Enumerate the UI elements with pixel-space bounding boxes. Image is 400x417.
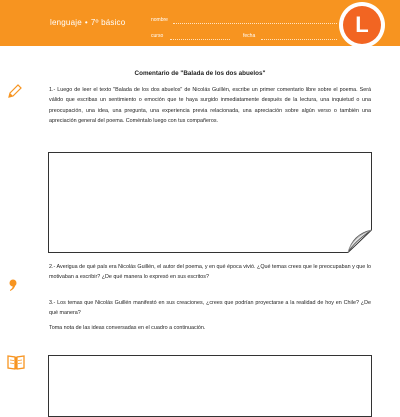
fecha-field[interactable] [261,39,337,40]
subject-grade-label [50,18,125,27]
answer-box-1[interactable] [48,152,372,253]
grade-text: 7º básico [90,18,126,27]
open-book-icon [6,353,26,371]
separator-dot: • [84,18,88,27]
instruction-4: Toma nota de las ideas conversadas en el cuadro a continuación. [49,325,206,331]
logo-letter: L [355,12,369,37]
fecha-label: fecha [243,33,256,39]
answer-box-2[interactable] [48,355,372,417]
nombre-field[interactable] [173,23,337,24]
instruction-2: 2.- Averigua de qué país era Nicolás Guillén, el autor del poema, y en qué época vivió. ¿Qué temas crees que le preocupaban y que lo motivaban a escribir? ¿De qué manera lo expresó en sus escritos? [49,264,371,281]
subject-logo [343,6,381,44]
nombre-label: nombre [151,17,168,23]
student-fields [143,6,340,44]
curso-label: curso [151,33,164,39]
instruction-3: 3.- Los temas que Nicolás Guillén manifestó en sus creaciones, ¿crees que podrían proyectarse a la realidad de hoy en Chile? ¿De qué manera? [49,300,371,317]
comma-icon [6,278,20,294]
page-title: Comentario de "Balada de los dos abuelos" [134,70,266,77]
pencil-icon [6,82,24,100]
instruction-1: 1.- Luego de leer el texto "Balada de los dos abuelos" de Nicolás Guillén, escribe un primer comentario libre sobre el poema. Será válido que escribas un sentimiento o emoción que te haya surgido inmediatamente después de la lectura, una inquietud o una preocupación, una idea, una pregunta, una experiencia previa relacionada, una apreciación sobre algún verso o también una apreciación general del poema. Coméntalo luego con tus compañeros. [49,87,371,124]
subject-text: lenguaje [50,18,82,27]
curso-field[interactable] [170,39,230,40]
